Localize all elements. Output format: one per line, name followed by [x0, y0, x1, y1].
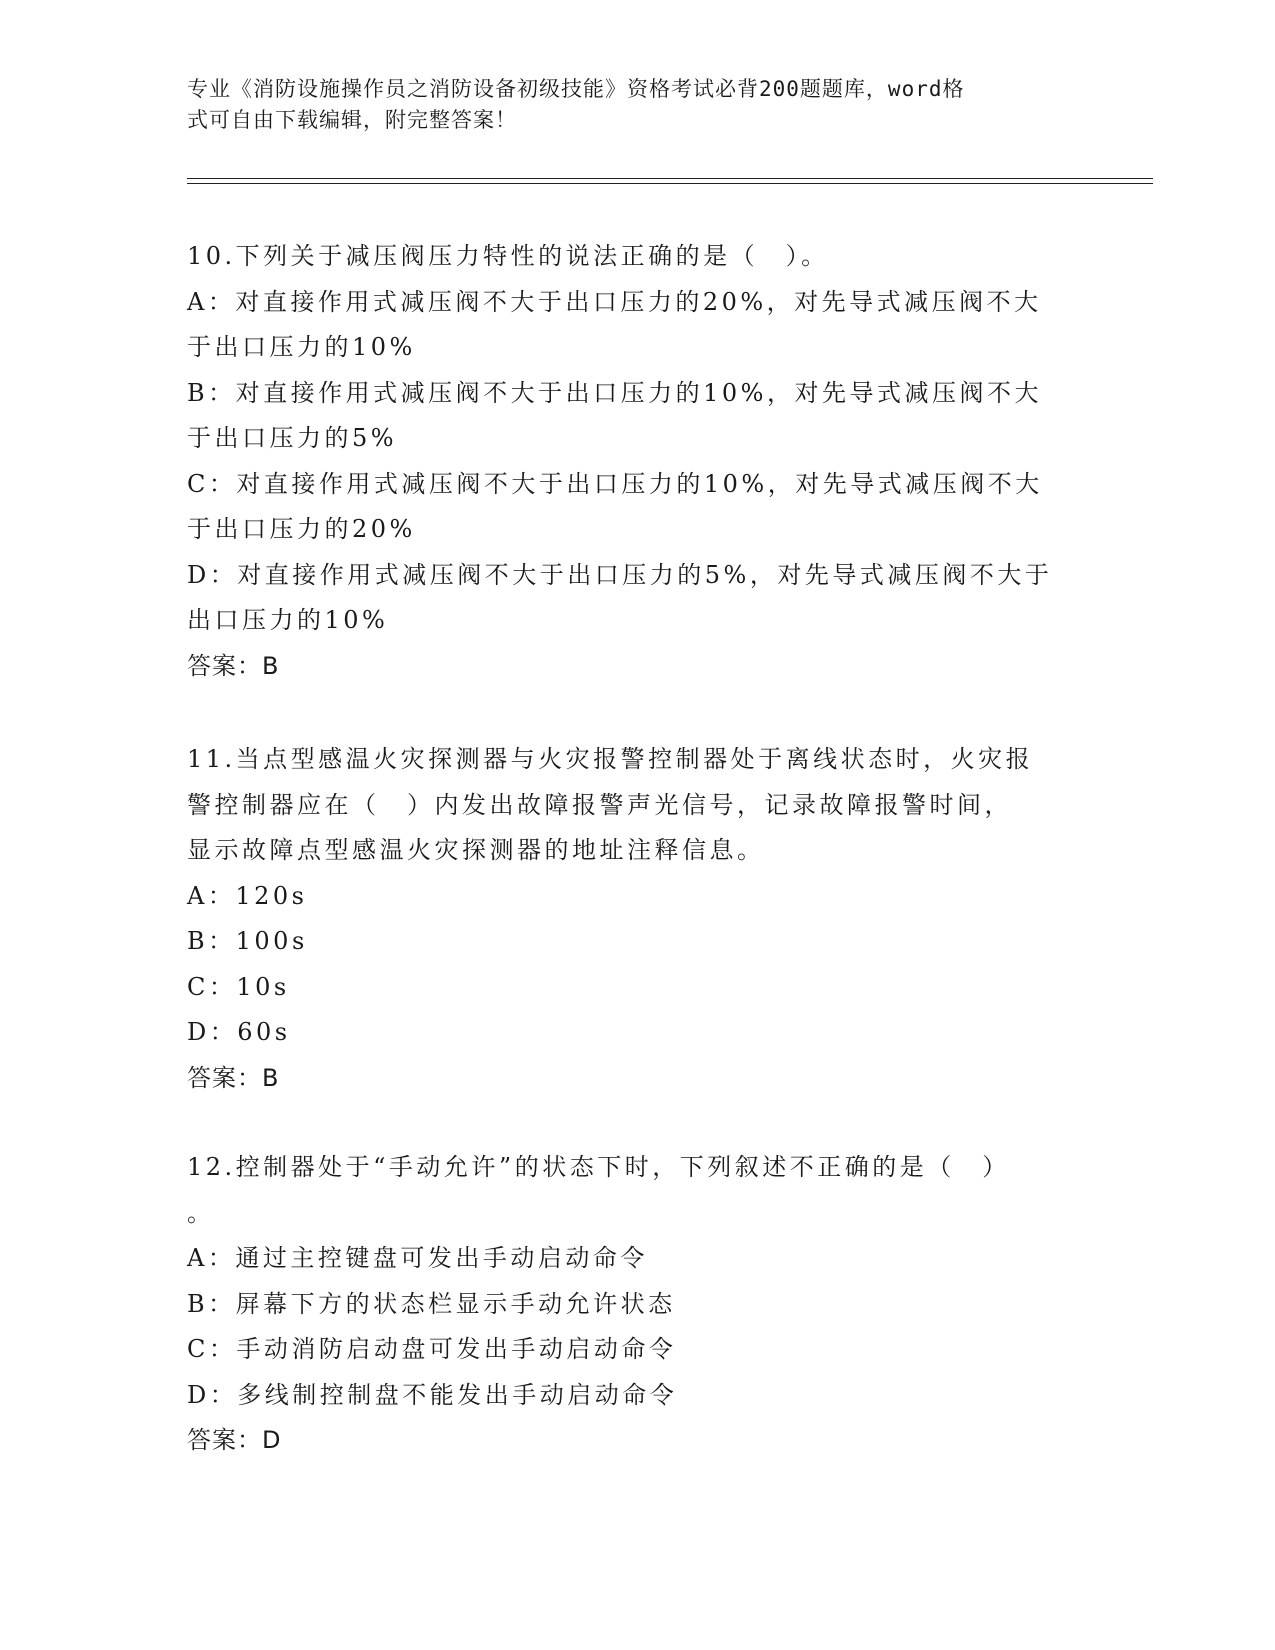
option-b-continued: 于出口压力的5%: [187, 424, 398, 452]
question-stem-continued: 。: [187, 1198, 215, 1227]
question-11: [187, 737, 1087, 1101]
question-12: [187, 1145, 1087, 1464]
question-stem: 10.下列关于减压阀压力特性的说法正确的是（ ）。: [187, 242, 829, 270]
header-divider-top: [187, 178, 1153, 179]
answer-label: 答案：B: [187, 651, 280, 680]
option-d: D：60s: [187, 1018, 291, 1046]
question-10: [187, 234, 1087, 689]
option-a: A：通过主控键盘可发出手动启动命令: [187, 1244, 648, 1272]
question-stem: 12.控制器处于“手动允许”的状态下时，下列叙述不正确的是（ ）: [187, 1153, 1010, 1181]
option-b: B：屏幕下方的状态栏显示手动允许状态: [187, 1289, 676, 1318]
question-stem-continued: 警控制器应在（ ）内发出故障报警声光信号，记录故障报警时间，: [187, 790, 1012, 819]
document-header: [187, 74, 1087, 136]
option-c: C：对直接作用式减压阀不大于出口压力的10%，对先导式减压阀不大: [187, 469, 1043, 498]
option-b: B：对直接作用式减压阀不大于出口压力的10%，对先导式减压阀不大: [187, 378, 1042, 407]
header-line-2: 式可自由下载编辑，附完整答案！: [187, 108, 517, 132]
answer-label: 答案：B: [187, 1063, 280, 1092]
header-line-1: 专业《消防设施操作员之消防设备初级技能》资格考试必背200题题库，word格: [187, 77, 965, 101]
option-a: A：对直接作用式减压阀不大于出口压力的20%，对先导式减压阀不大: [187, 287, 1042, 316]
option-a-continued: 于出口压力的10%: [187, 333, 416, 361]
option-c-continued: 于出口压力的20%: [187, 515, 416, 543]
question-stem-continued: 显示故障点型感温火灾探测器的地址注释信息。: [187, 836, 765, 864]
option-d-continued: 出口压力的10%: [187, 606, 389, 634]
option-b: B：100s: [187, 927, 308, 955]
option-a: A：120s: [187, 881, 308, 910]
header-divider-bottom: [187, 183, 1153, 184]
option-c: C：手动消防启动盘可发出手动启动命令: [187, 1335, 677, 1363]
option-d: D：对直接作用式减压阀不大于出口压力的5%，对先导式减压阀不大于: [187, 560, 1053, 589]
option-c: C：10s: [187, 972, 290, 1001]
option-d: D：多线制控制盘不能发出手动启动命令: [187, 1380, 678, 1409]
question-stem: 11.当点型感温火灾探测器与火灾报警控制器处于离线状态时，火灾报: [187, 745, 1034, 773]
answer-label: 答案：D: [187, 1426, 282, 1454]
